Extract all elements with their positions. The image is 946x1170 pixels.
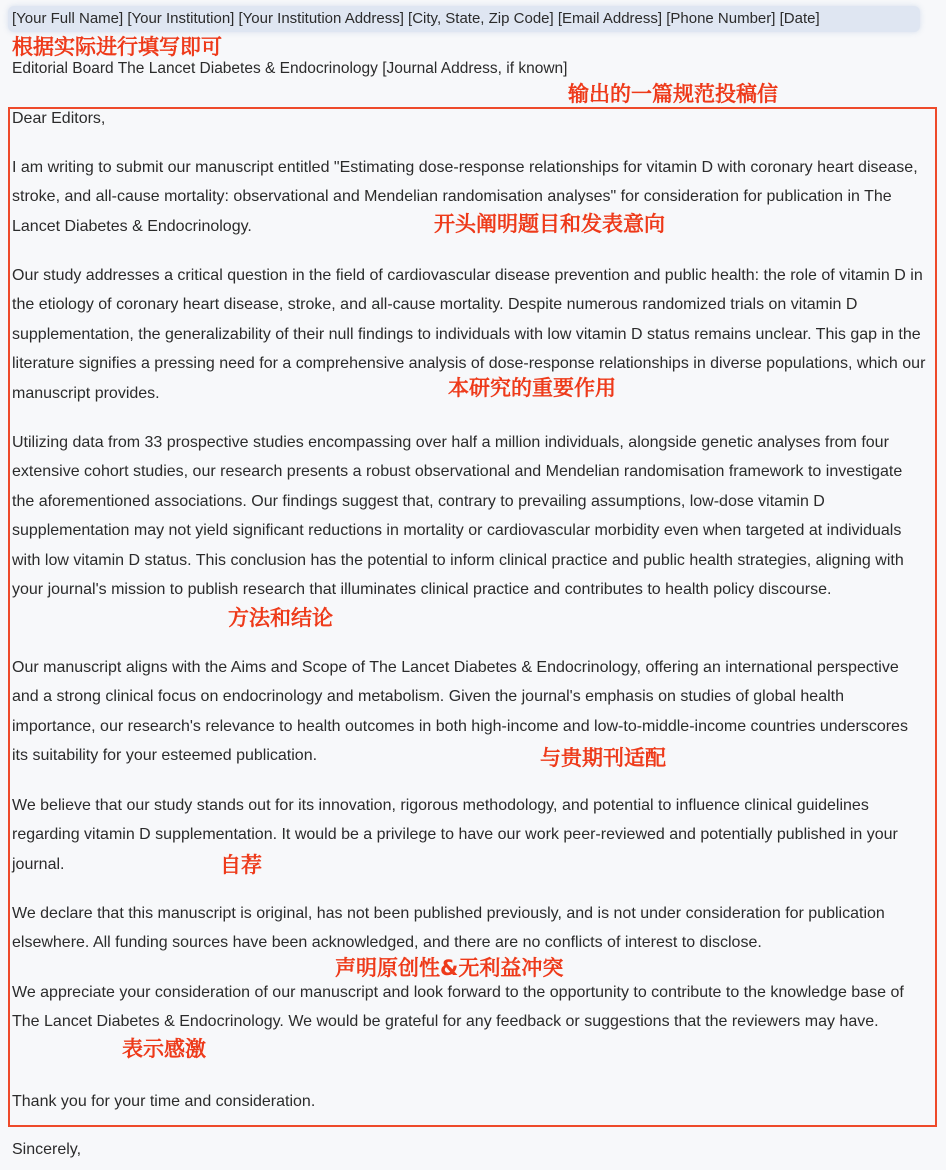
paragraph-fit: Our manuscript aligns with the Aims and Scope of The Lancet Diabetes & Endocrinology, offering an international perspective and a strong clinical focus on endocrinology and metabolism. Given the journal's emphasis on studies of global health importance, our research's relevance to health outcomes in both high-income and low-to-middle-income countries underscores its suitability for your esteemed publication. bbox=[12, 659, 908, 765]
paragraph-thanks: Thank you for your time and consideration. bbox=[12, 1093, 316, 1110]
annotation-importance: 本研究的重要作用 bbox=[448, 376, 616, 400]
annotation-fit: 与贵期刊适配 bbox=[540, 746, 666, 770]
paragraph-appreciation: We appreciate your consideration of our manuscript and look forward to the opportunity to contribute to the knowledge base of The Lancet Diabetes & Endocrinology. We would be grateful for any feedback or suggestions that the reviewers may have. bbox=[12, 984, 904, 1031]
salutation: Dear Editors, bbox=[12, 110, 106, 127]
annotation-opening: 开头阐明题目和发表意向 bbox=[434, 212, 665, 236]
annotation-thanks: 表示感激 bbox=[122, 1037, 206, 1061]
annotation-methods: 方法和结论 bbox=[228, 606, 333, 630]
annotation-declaration: 声明原创性&无利益冲突 bbox=[335, 956, 564, 980]
paragraph-declaration: We declare that this manuscript is original, has not been published previously, and is not under consideration for publication elsewhere. All funding sources have been acknowledged, and there are no conflicts of interest to disclose. bbox=[12, 905, 885, 952]
paragraph-intro: I am writing to submit our manuscript entitled "Estimating dose-response relationships for vitamin D with coronary heart disease, stroke, and all-cause mortality: observational and Mendelian randomisation analyses" for consideration for publication in The Lancet Diabetes & Endocrinology. bbox=[12, 159, 918, 235]
sender-info: [Your Full Name] [Your Institution] [Your Institution Address] [City, State, Zip Code] [Email Address] [Phone Number] [Date] bbox=[12, 10, 820, 27]
paragraph-self-recommendation: We believe that our study stands out for its innovation, rigorous methodology, and potential to influence clinical guidelines regarding vitamin D supplementation. It would be a privilege to have our work peer-reviewed and potentially published in your journal. bbox=[12, 797, 898, 873]
annotation-self-rec: 自荐 bbox=[220, 853, 262, 877]
paragraph-methods: Utilizing data from 33 prospective studies encompassing over half a million individuals, alongside genetic analyses from four extensive cohort studies, our research presents a robust observational and Mendelian randomisation framework to investigate the aforementioned associations. Our findings suggest that, contrary to prevailing assumptions, low-dose vitamin D supplementation may not yield significant reductions in mortality or cardiovascular morbidity even when targeted at individuals with low vitamin D status. This conclusion has the potential to inform clinical practice and public health strategies, aligning with your journal's mission to publish research that illuminates clinical practice and contributes to health policy discourse. bbox=[12, 434, 904, 599]
recipient-info: Editorial Board The Lancet Diabetes & Endocrinology [Journal Address, if known] bbox=[12, 60, 568, 77]
annotation-output: 输出的一篇规范投稿信 bbox=[568, 82, 778, 106]
paragraph-importance: Our study addresses a critical question in the field of cardiovascular disease prevention and public health: the role of vitamin D in the etiology of coronary heart disease, stroke, and all-cause mortality. Despite numerous randomized trials on vitamin D supplementation, the generalizability of their null findings to individuals with low vitamin D status remains unclear. This gap in the literature signifies a pressing need for a comprehensive analysis of dose-response relationships in diverse populations, which our manuscript provides. bbox=[12, 267, 926, 402]
closing: Sincerely, bbox=[12, 1141, 82, 1158]
annotation-fill-in: 根据实际进行填写即可 bbox=[12, 35, 222, 59]
